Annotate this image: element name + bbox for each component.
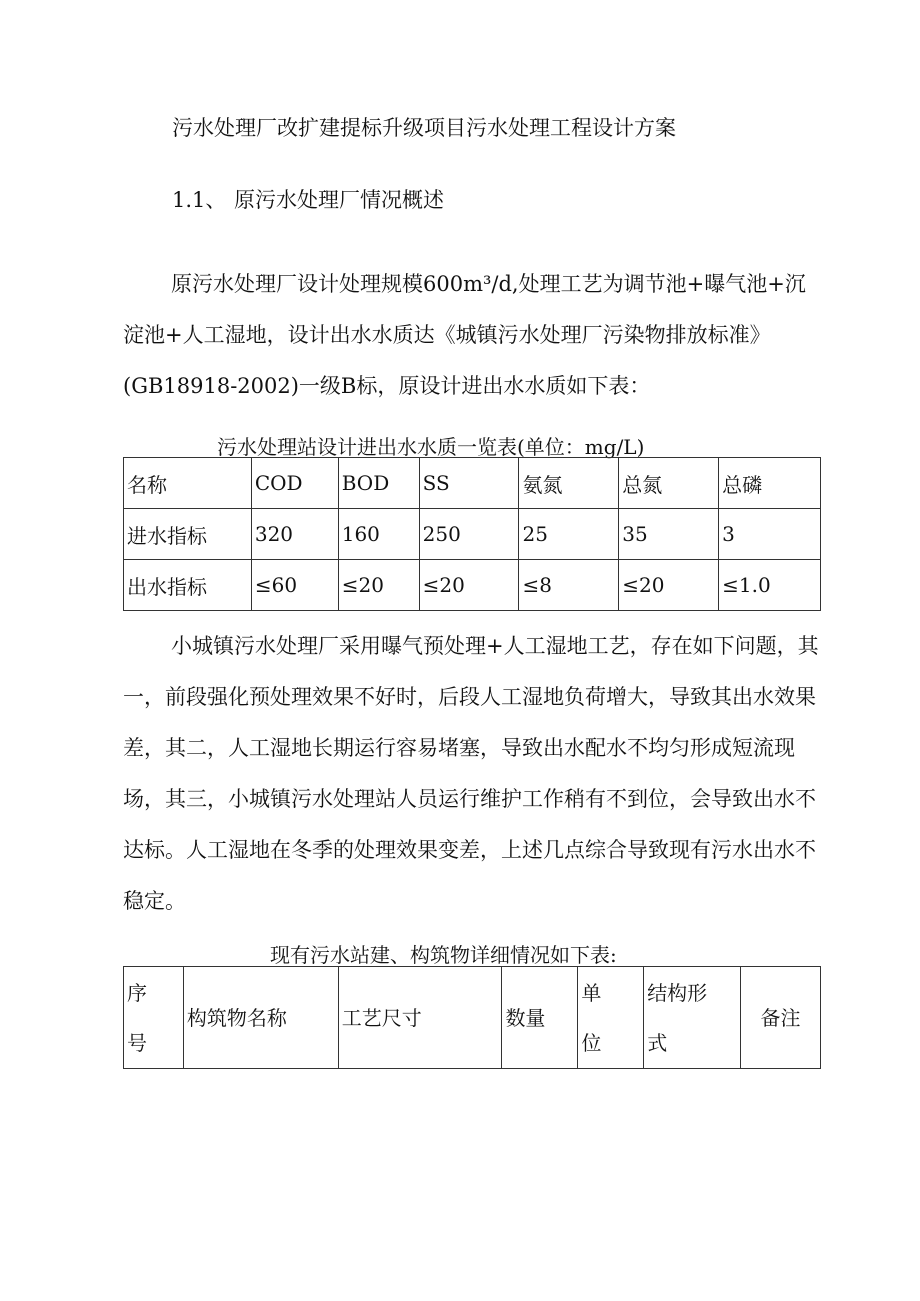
table-row [124,560,821,611]
structures-table [123,966,821,1069]
table-row [124,509,821,560]
section-number: 1.1、 [172,188,227,212]
table-cell: 320 [251,509,338,560]
table-header-cell-unit [578,967,644,1069]
table-cell: ≤20 [338,560,419,611]
table-cell: 35 [619,509,719,560]
problem-paragraph-text: 小城镇污水处理厂采用曝气预处理+人工湿地工艺，存在如下问题，其一，前段强化预处理效果不好时，后段人工湿地负荷增大，导致其出水效果差，其二，人工湿地长期运行容易堵塞，导致出水配水不均匀形成短流现场，其三，小城镇污水处理站人员运行维护工作稍有不到位，会导致出水不达标。人工湿地在冬季的处理效果变差，上述几点综合导致现有污水出水不稳定。 [123,634,819,913]
unit-line-1: 单 [581,980,602,1005]
table-cell: 3 [719,509,821,560]
table-cell: ≤8 [519,560,619,611]
unit-line-2: 位 [581,1030,602,1055]
table-header-cell-name: 构筑物名称 [183,967,338,1069]
table-header-cell: 氨氮 [519,458,619,509]
table-header-row [124,458,821,509]
structures-table-caption: 现有污水站建、构筑物详细情况如下表: [270,943,617,967]
intro-paragraph-text: 原污水处理厂设计处理规模600m³/d,处理工艺为调节池+曝气池+沉淀池+人工湿地，设计出水水质达《城镇污水处理厂污染物排放标准》(GB18918-2002)一级B标，原设计进出水水质如下表： [123,272,806,398]
structure-line-1: 结构形 [647,980,708,1005]
table-header-cell: COD [251,458,338,509]
table-header-cell: SS [419,458,519,509]
table-header-row [124,967,821,1069]
intro-paragraph [123,259,823,412]
table-cell: ≤20 [619,560,719,611]
seq-line-2: 号 [127,1030,147,1055]
table-cell: 160 [338,509,419,560]
table-cell: ≤1.0 [719,560,821,611]
structure-line-2: 式 [647,1030,668,1055]
seq-line-1: 序 [127,980,147,1005]
table-header-cell: BOD [338,458,419,509]
water-quality-table-caption: 污水处理站设计进出水水质一览表(单位：mg/L) [217,435,645,459]
water-quality-table [123,457,821,611]
table-cell: ≤60 [251,560,338,611]
table-cell: 25 [519,509,619,560]
table-header-cell: 名称 [124,458,252,509]
table-header-cell-size: 工艺尺寸 [338,967,502,1069]
table-header-cell: 总磷 [719,458,821,509]
table-cell: 出水指标 [124,560,252,611]
table-cell: 进水指标 [124,509,252,560]
table-cell: ≤20 [419,560,519,611]
table-header-cell-structure [644,967,741,1069]
section-heading [172,184,444,214]
table-header-cell: 总氮 [619,458,719,509]
section-title: 原污水处理厂情况概述 [234,188,444,212]
document-title: 污水处理厂改扩建提标升级项目污水处理工程设计方案 [172,116,676,140]
table-header-cell-remark: 备注 [741,967,821,1069]
table-header-cell-qty: 数量 [502,967,578,1069]
table-header-cell-seq [124,967,184,1069]
problem-paragraph [123,621,823,927]
table-cell: 250 [419,509,519,560]
